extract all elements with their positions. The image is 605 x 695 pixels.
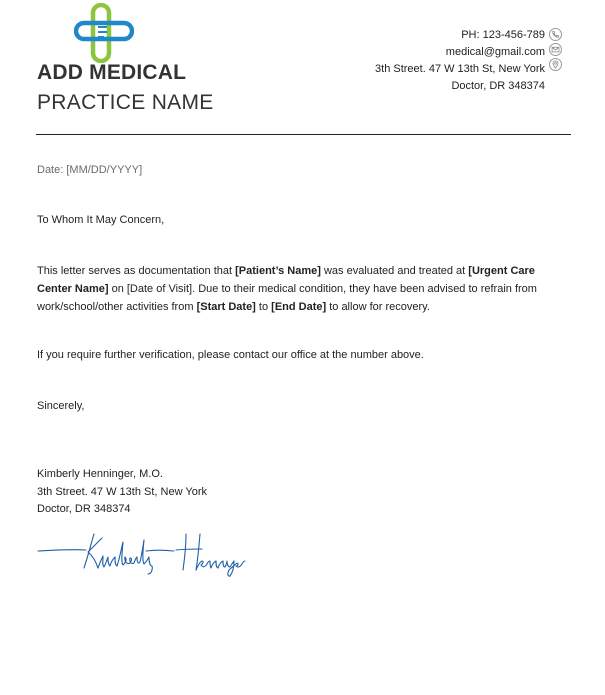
urgent-care-name-placeholder: [Urgent Care Center Name] — [37, 265, 535, 295]
phone-icon — [549, 28, 562, 41]
letter-greeting: To Whom It May Concern, — [37, 214, 165, 226]
signer-block — [37, 466, 555, 519]
para1-text-2: was evaluated and treated at — [320, 265, 469, 277]
practice-name-line2: PRACTICE NAME — [37, 91, 214, 114]
letter-closing: Sincerely, — [37, 400, 85, 412]
letter-paragraph-2: If you require further verification, please contact our office at the number above. — [37, 349, 424, 361]
para1-text-5: to allow for recovery. — [326, 301, 430, 313]
start-date-placeholder: [Start Date] — [196, 301, 256, 313]
end-date-placeholder: [End Date] — [271, 301, 327, 313]
contact-icons — [549, 27, 565, 73]
para1-text-1: This letter serves as documentation that — [37, 265, 236, 277]
signer-name: Kimberly Henninger, M.O. — [37, 468, 163, 480]
location-icon — [549, 58, 562, 71]
contact-block — [375, 27, 545, 95]
contact-phone: PH: 123-456-789 — [461, 29, 545, 41]
letter-paragraph-1 — [37, 262, 555, 316]
patient-name-placeholder: [Patient’s Name] — [235, 265, 321, 277]
para1-text-3: on [Date of Visit]. Due to their medical condition, they have been advised to refrain from work/school/other activities from — [37, 283, 537, 313]
handwritten-signature — [36, 528, 246, 578]
signer-address-line1: 3th Street. 47 W 13th St, New York — [37, 485, 207, 498]
contact-address-line1: 3th Street. 47 W 13th St, New York — [375, 63, 545, 75]
mail-icon — [549, 43, 562, 56]
practice-name-line1: ADD MEDICAL — [37, 61, 187, 84]
contact-address-line2: Doctor, DR 348374 — [451, 80, 545, 92]
letter-date: Date: [MM/DD/YYYY] — [37, 164, 143, 176]
para1-text-4: to — [255, 301, 272, 313]
contact-email: medical@gmail.com — [445, 46, 545, 58]
medical-cross-logo-icon — [74, 3, 134, 63]
header-divider — [36, 134, 571, 135]
signer-address-line2: Doctor, DR 348374 — [37, 503, 131, 515]
